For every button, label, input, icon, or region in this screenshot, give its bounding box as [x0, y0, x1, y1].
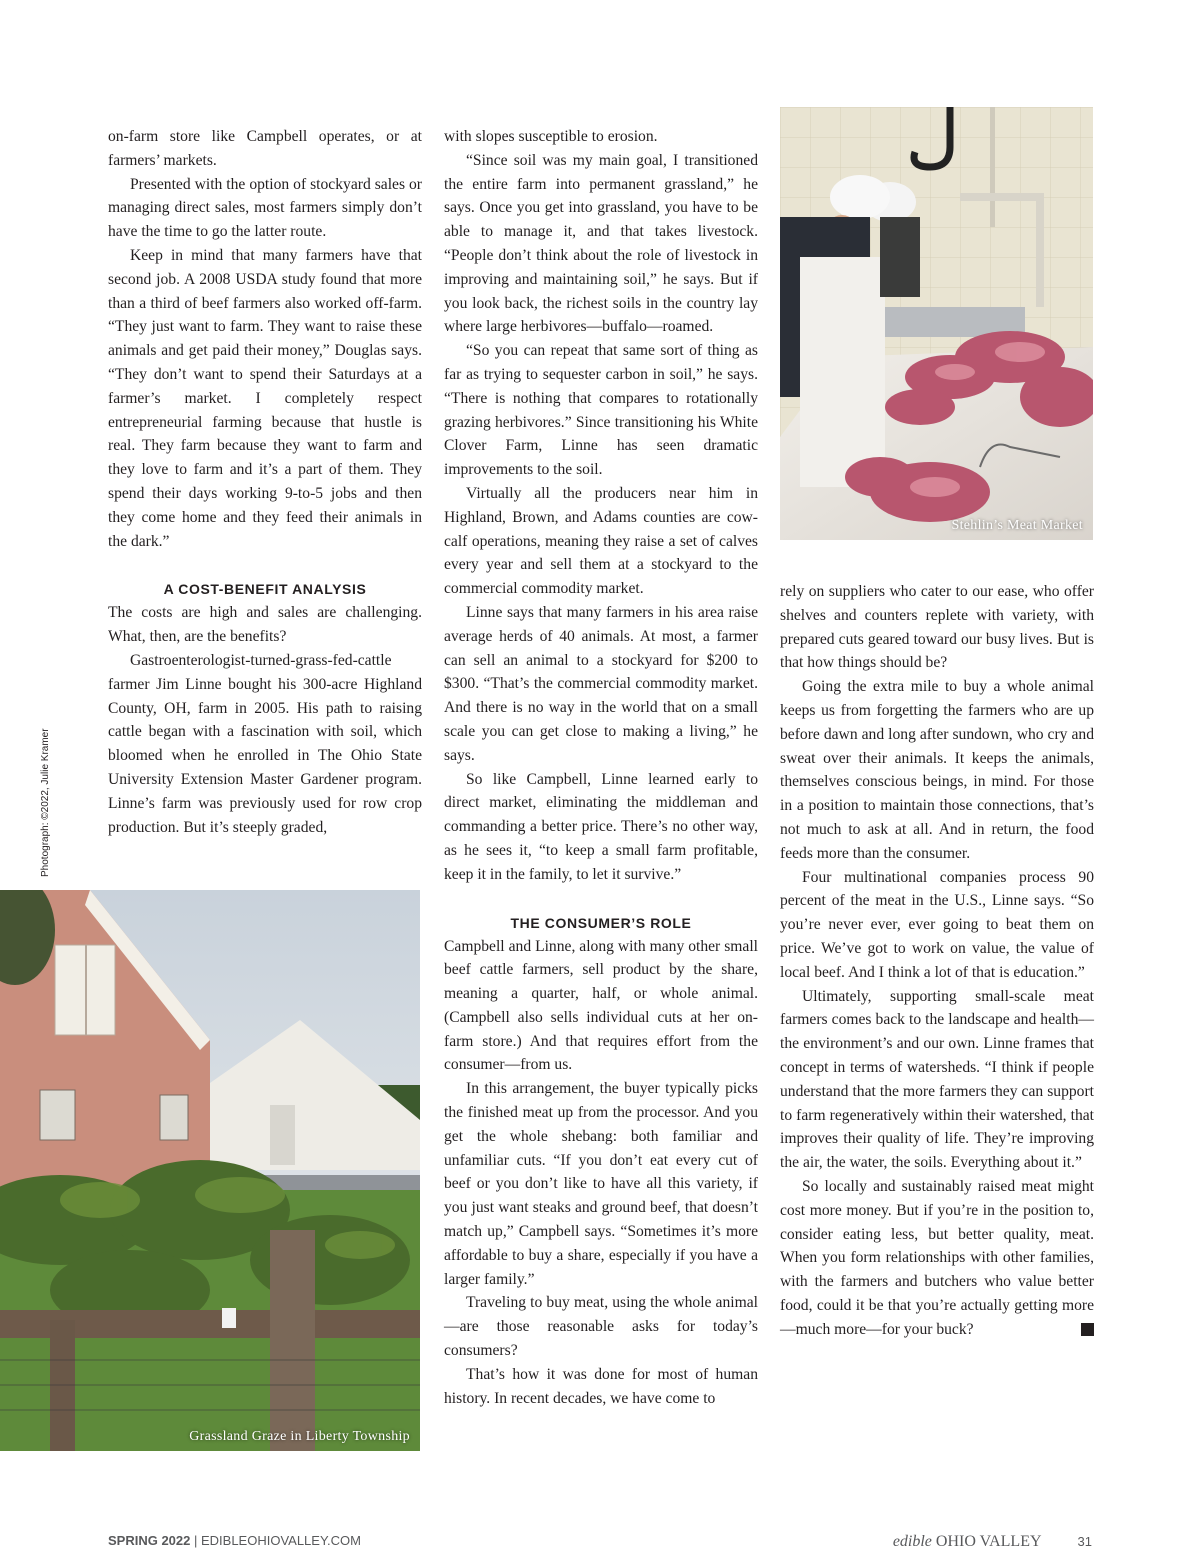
- end-of-article-icon: [1081, 1323, 1094, 1336]
- paragraph: Keep in mind that many farmers have that second job. A 2008 USDA study found that more than a third of beef farmers also worked off-farm. “They just want to farm. They want to raise these animals and get paid their money,” Douglas says. “They don’t want to spend their Saturdays at a farmer’s market. I completely respect entrepreneurial farming because that hustle is real. They farm because they want to farm and they love to farm and it’s a part of them. They spend their days working 9-to-5 jobs and then they come home and they feed their animals in the dark.”: [108, 246, 422, 550]
- brand-name: OHIO VALLEY: [931, 1533, 1042, 1550]
- paragraph: Ultimately, supporting small-scale meat farmers comes back to the landscape and health—the environment’s and our own. Linne frames that concept in terms of watersheds. “I think if people understand that the more farmers they can support to farm regeneratively within their watershed, that improves their quality of life. They’re improving the air, the water, the soils. Everything about it.”: [780, 987, 1094, 1172]
- paragraph: Virtually all the producers near him in Highland, Brown, and Adams counties are cow-calf operations, meaning they raise a set of calves every year and sell them at a stockyard to the commercial commodity market.: [444, 484, 758, 598]
- butcher-photo: [780, 107, 1093, 540]
- paragraph: That’s how it was done for most of human history. In recent decades, we have come to: [444, 1365, 758, 1407]
- article-column-3: [780, 580, 1094, 1342]
- meat-photo-caption: Stehlin’s Meat Market: [951, 518, 1083, 533]
- footer-separator: |: [190, 1533, 201, 1548]
- paragraph-text: So locally and sustainably raised meat might cost more money. But if you’re in the position to, consider eating less, but better quality, meat. When you form relationships with other families, with the farmers and butchers who value better food, could it be that you’re actually getting more—much more—for your buck?: [780, 1177, 1094, 1338]
- paragraph: rely on suppliers who cater to our ease, who offer shelves and counters replete with variety, with prepared cuts geared toward our busy lives. But is that how things should be?: [780, 583, 1094, 672]
- butcher-photo-illustration: [780, 107, 1093, 540]
- article-column-1: [108, 125, 422, 839]
- footer-left: [108, 1533, 361, 1548]
- page-number: 31: [1077, 1534, 1092, 1549]
- paragraph: Gastroenterologist-turned-grass-fed-cattle farmer Jim Linne bought his 300-acre Highland County, OH, farm in 2005. His path to raising cattle began with a fascination with soil, which bloomed when he enrolled in The Ohio State University Extension Master Gardener program. Linne’s farm was previously used for row crop production. But it’s steeply graded,: [108, 651, 422, 836]
- paragraph: with slopes susceptible to erosion.: [444, 128, 658, 145]
- paragraph: In this arrangement, the buyer typically picks the finished meat up from the processor. And you get the whole shebang: both familiar and unfamiliar cuts. “If you don’t eat every cut of beef or you don’t like to have all this variety, if you just want steaks and ground beef, that doesn’t match up,” Campbell says. “Sometimes it’s more affordable to buy a share, especially if you have a larger family.”: [444, 1080, 758, 1288]
- paragraph: “Since soil was my main goal, I transitioned the entire farm into permanent grassland,” he says. Once you get into grassland, you have to be able to manage it, and that takes livestock. “People don’t think about the role of livestock in improving and maintaining soil,” he says. But if you look back, the richest soils in the country lay where large herbivores—buffalo—roamed.: [444, 151, 758, 336]
- brand-italic: edible: [892, 1533, 932, 1550]
- paragraph: Linne says that many farmers in his area raise average herds of 40 animals. At most, a farmer can sell an animal to a stockyard for $200 to $300. “That’s the commercial commodity market. And there is no way in the world that on a small scale you can get close to making a living,” he says.: [444, 603, 758, 764]
- footer-right: [893, 1533, 1092, 1551]
- section-heading-cost-benefit: A COST-BENEFIT ANALYSIS: [163, 581, 367, 598]
- website-link[interactable]: EDIBLEOHIOVALLEY.COM: [200, 1533, 361, 1548]
- paragraph: “So you can repeat that same sort of thing as far as trying to sequester carbon in soil,” he says. “There is nothing that compares to rotationally grazing herbivores.” Since transitioning his White Clover Farm, Linne has seen dramatic improvements to the soil.: [444, 342, 758, 479]
- paragraph: Going the extra mile to buy a whole animal keeps us from forgetting the farmers who are up before dawn and long after sundown, who cry and sweat over their animals. It keeps the animals, themselves conscious beings, in mind. For those in a position to maintain those connections, that’s not much to ask at all. And in return, the food feeds more than the consumer.: [780, 678, 1094, 862]
- section-heading-consumers-role: THE CONSUMER’S ROLE: [510, 914, 692, 931]
- barn-photo: [0, 890, 420, 1451]
- article-column-2: [444, 125, 758, 1410]
- paragraph: [780, 1175, 1094, 1342]
- paragraph: Presented with the option of stockyard sales or managing direct sales, most farmers simply don’t have the time to go the latter route.: [108, 175, 422, 241]
- paragraph: Traveling to buy meat, using the whole animal—are those reasonable asks for today’s consumers?: [444, 1294, 758, 1360]
- photo-credit: Photograph: ©2022, Julie Kramer: [40, 728, 51, 877]
- barn-photo-illustration: [0, 890, 420, 1451]
- paragraph: So like Campbell, Linne learned early to direct market, eliminating the middleman and commanding a better price. There’s no other way, as he sees it, “to keep a small farm profitable, keep it in the family, to let it survive.”: [444, 770, 758, 883]
- issue-label: SPRING 2022: [108, 1533, 191, 1548]
- paragraph: Four multinational companies process 90 percent of the meat in the U.S., Linne says. “So you’re never ever, ever going to beat them on price. We’ve got to work on value, the value of local beef. And I think a lot of that is education.”: [780, 868, 1094, 981]
- paragraph: on-farm store like Campbell operates, or at farmers’ markets.: [108, 128, 422, 169]
- barn-photo-caption: Grassland Graze in Liberty Township: [189, 1429, 410, 1444]
- paragraph: Campbell and Linne, along with many other small beef cattle farmers, sell product by the share, meaning a quarter, half, or whole animal. (Campbell also sells individual cuts at her on-farm store.) And that requires effort from the consumer—from us.: [444, 937, 758, 1074]
- paragraph: The costs are high and sales are challenging. What, then, are the benefits?: [108, 604, 422, 646]
